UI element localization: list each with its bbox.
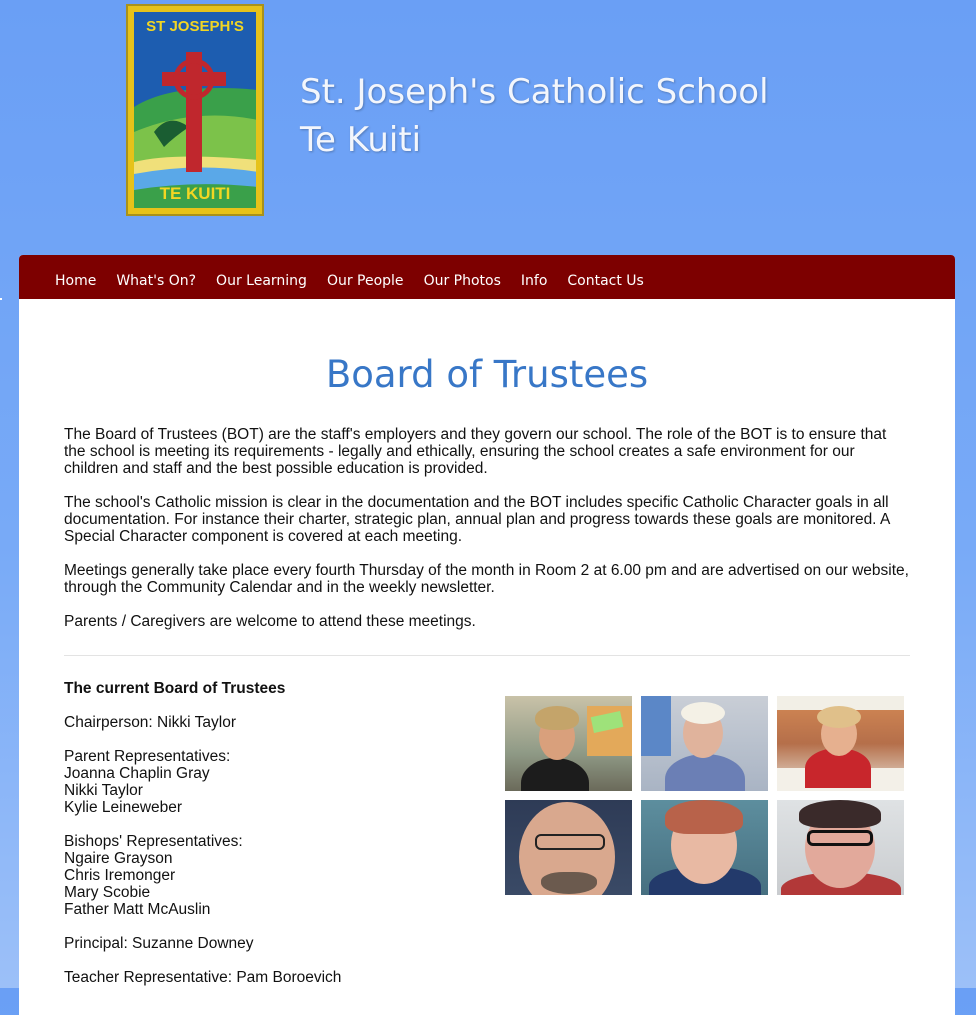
board-photo-3[interactable]: [777, 696, 904, 791]
board-list: [64, 680, 484, 986]
parent-heading: Parent Representatives:: [64, 748, 231, 765]
chairperson: Chairperson: Nikki Taylor: [64, 714, 236, 731]
board-photo-2[interactable]: [641, 696, 768, 791]
edge-mark: [0, 298, 2, 300]
nav-home[interactable]: Home: [55, 273, 97, 289]
nav-our-photos[interactable]: Our Photos: [423, 273, 501, 289]
content-card: [19, 255, 955, 1015]
paragraph-mission: The school's Catholic mission is clear in the documentation and the BOT includes specific Catholic Character goals in all documentation. For instance their charter, strategic plan, annual plan and progress towards these goals are monitored. A Special Character component is covered at each meeting.: [64, 494, 890, 545]
nav-info[interactable]: Info: [520, 273, 548, 289]
list-item: Nikki Taylor: [64, 782, 143, 799]
nav-contact-us[interactable]: Contact Us: [567, 273, 644, 289]
teacher-representative: Teacher Representative: Pam Boroevich: [64, 969, 342, 986]
paragraph-role: The Board of Trustees (BOT) are the staff's employers and they govern our school. The role of the BOT is to ensure that the school is meeting its requirements - legally and ethically, ensuring the school creates a safe environment for our children and staff and the best possible education is provided.: [64, 426, 887, 477]
board-photo-6[interactable]: [777, 800, 904, 895]
crest-graphic: [134, 12, 256, 208]
principal: Principal: Suzanne Downey: [64, 935, 254, 952]
board-section: [19, 656, 955, 986]
school-title-line2: Te Kuiti: [300, 120, 422, 160]
board-photo-5[interactable]: [641, 800, 768, 895]
list-item: Joanna Chaplin Gray: [64, 765, 210, 782]
main-nav: [19, 255, 955, 299]
board-photos: [505, 696, 905, 895]
list-item: Mary Scobie: [64, 884, 151, 901]
list-item: Ngaire Grayson: [64, 850, 173, 867]
list-item: Kylie Leineweber: [64, 799, 183, 816]
list-item: Father Matt McAuslin: [64, 901, 211, 918]
intro-text: [19, 426, 955, 630]
list-item: Chris Iremonger: [64, 867, 176, 884]
bishops-representatives: [64, 833, 484, 918]
nav-whats-on[interactable]: What's On?: [116, 273, 197, 289]
page-title: Board of Trustees: [325, 353, 649, 396]
logo-top-text: ST JOSEPH'S: [146, 18, 244, 35]
paragraph-meetings: Meetings generally take place every fourth Thursday of the month in Room 2 at 6.00 pm and are advertised on our website, through the Community Calendar and in the weekly newsletter.: [64, 562, 909, 596]
nav-our-learning[interactable]: Our Learning: [216, 273, 307, 289]
logo-crest: [134, 12, 256, 208]
board-photo-1[interactable]: [505, 696, 632, 791]
parent-representatives: [64, 748, 484, 816]
board-photo-4[interactable]: [505, 800, 632, 895]
paragraph-welcome: Parents / Caregivers are welcome to attend these meetings.: [64, 613, 476, 630]
board-heading: The current Board of Trustees: [64, 680, 286, 697]
school-title[interactable]: [300, 68, 769, 164]
logo-bottom-text: TE KUITI: [159, 184, 231, 203]
nav-our-people[interactable]: Our People: [326, 273, 404, 289]
bishops-heading: Bishops' Representatives:: [64, 833, 243, 850]
school-title-line1: St. Joseph's Catholic School: [300, 72, 769, 112]
school-logo[interactable]: [126, 4, 264, 216]
